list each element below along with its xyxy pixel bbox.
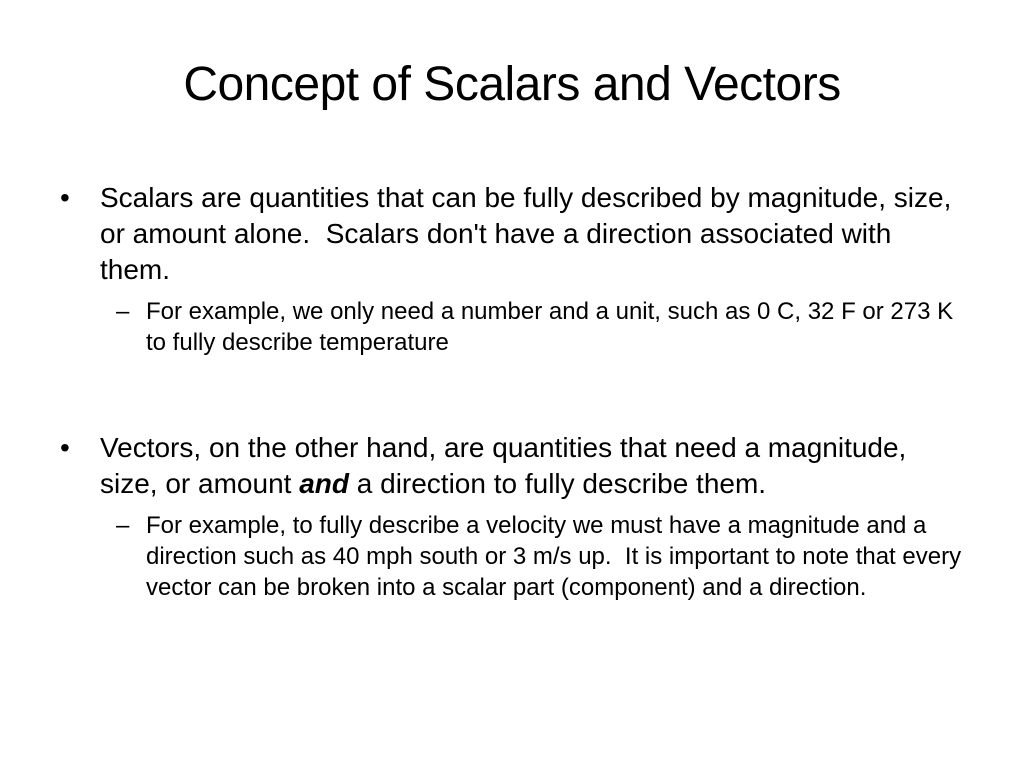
bullet-text: Scalars are quantities that can be fully described by magnitude, size, or amount alone. Scalars don't have a direction associated with them. [100, 182, 960, 285]
bullet-text [100, 430, 968, 502]
sub-bullet-text: For example, we only need a number and a unit, such as 0 C, 32 F or 273 K to fully describe temperature [146, 298, 954, 356]
bullet-text-part: a direction to fully describe them. [348, 468, 767, 499]
sub-bullet-velocity-example [116, 510, 968, 603]
bullet-text-part: Vectors, on the other hand, are quantities that need a magnitude, size, or amount [100, 432, 915, 499]
slide-content [58, 180, 968, 603]
slide-title: Concept of Scalars and Vectors [183, 58, 841, 111]
emphasized-word: and [299, 468, 349, 499]
sub-bullet-marker: – [116, 298, 130, 325]
sub-bullet-temperature-example [116, 296, 968, 358]
bullet-marker: • [60, 432, 70, 463]
bullet-vectors [58, 430, 968, 502]
bullet-scalars [58, 180, 968, 288]
spacer [58, 358, 968, 430]
bullet-marker: • [60, 182, 70, 213]
sub-bullet-text: For example, to fully describe a velocity we must have a magnitude and a direction such as 40 mph south or 3 m/s up. It is important to note that every vector can be broken into a scalar part (component) and a direction. [146, 512, 968, 601]
sub-bullet-marker: – [116, 512, 130, 539]
